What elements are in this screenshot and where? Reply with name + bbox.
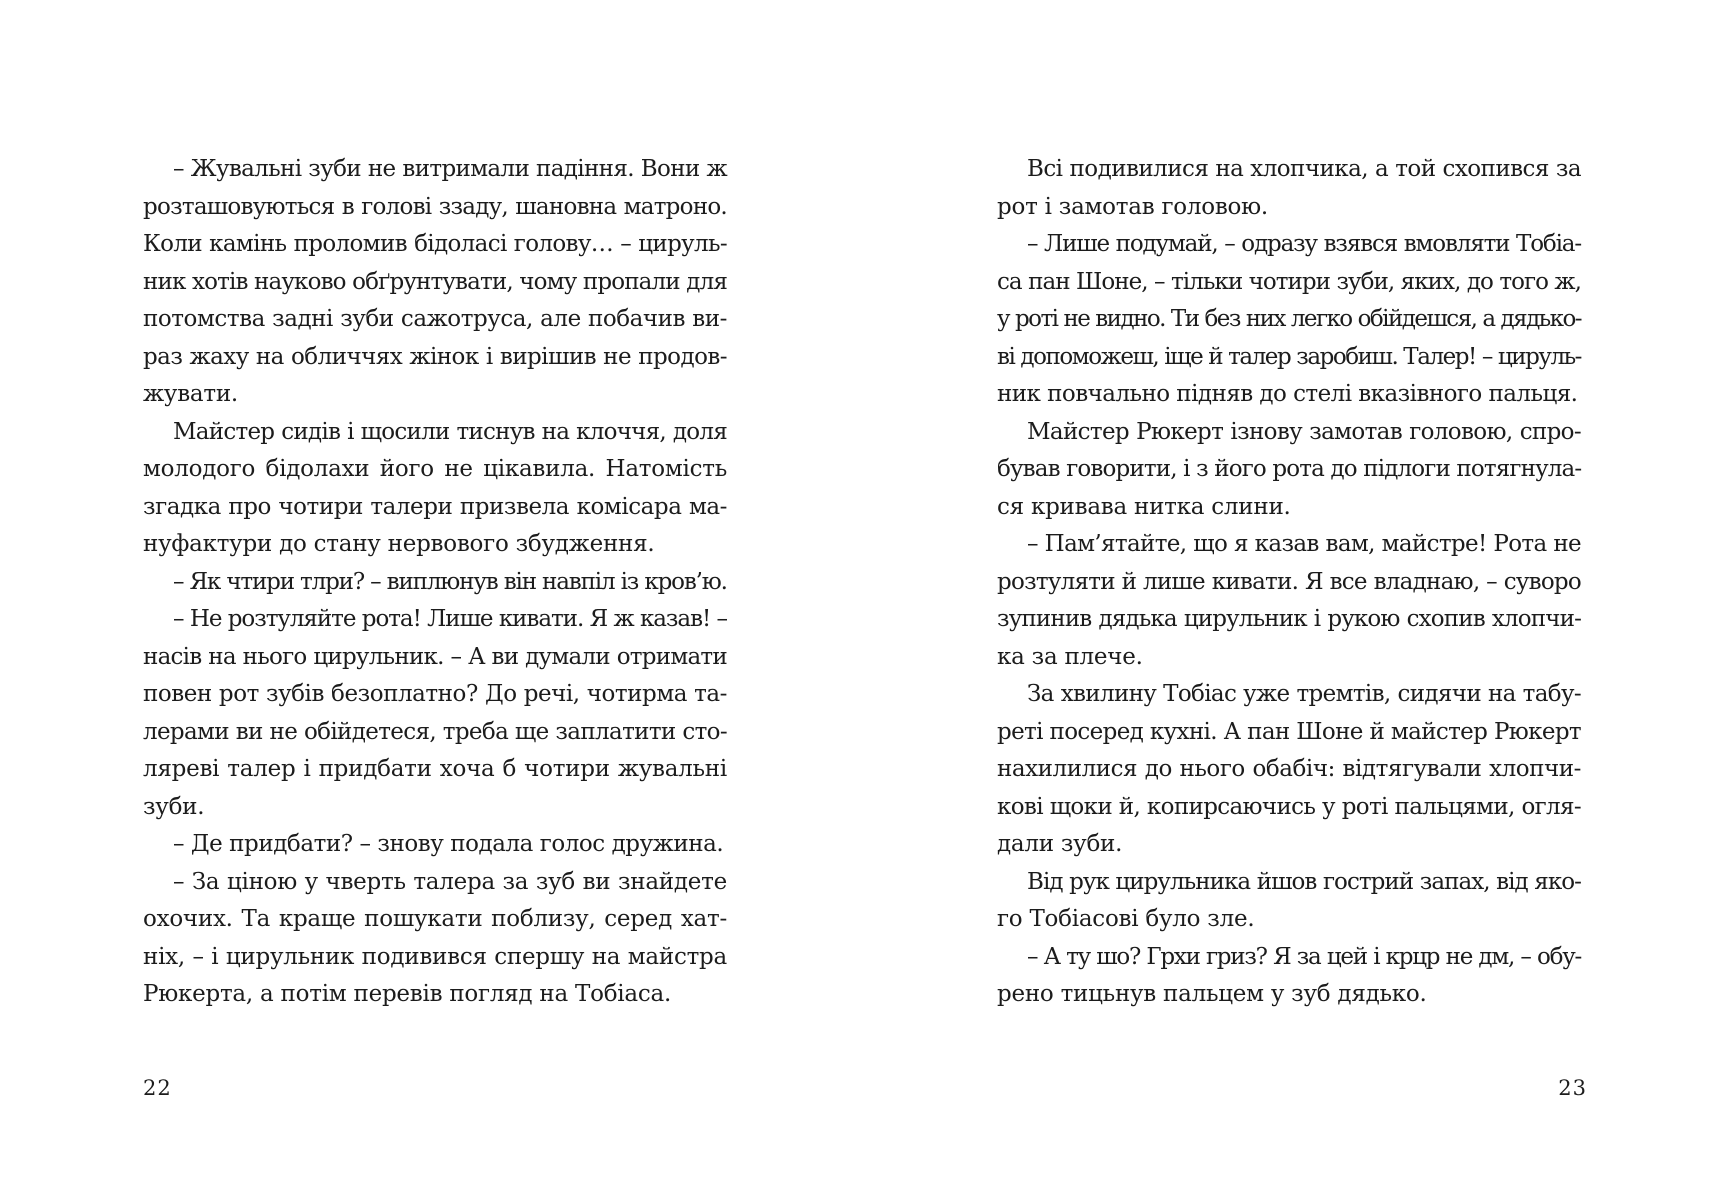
text-line: нахилилися до нього обабіч: відтягували хлопчи- (997, 756, 1581, 782)
text-line: насів на нього цирульник. – А ви думали отримати (143, 643, 727, 670)
text-line: ся кривава нитка слини. (997, 493, 1291, 520)
text-line: Коли камінь проломив бідоласі голову… – цируль- (143, 231, 727, 257)
text-line: зуби. (143, 793, 205, 820)
text-line: Від рук цирульника йшов гострий запах, від яко- (1027, 868, 1581, 895)
text-line: потомства задні зуби сажотруса, але побачив ви- (143, 306, 727, 332)
text-line: реті посеред кухні. А пан Шоне й майстер Рюкерт (997, 718, 1581, 745)
text-line: рот і замотав головою. (997, 193, 1268, 220)
text-line: – За ціною у чверть талера за зуб ви знайдете (173, 868, 727, 895)
text-line: – Лише подумай, – одразу взявся вмовляти Тобіа- (1027, 231, 1581, 257)
text-line: – Жувальні зуби не витримали падіння. Вони ж (173, 156, 727, 182)
text-line: го Тобіасові було зле. (997, 906, 1255, 932)
text-line: ник хотів науково обґрунтувати, чому пропали для (143, 268, 727, 295)
left-page-text (143, 151, 727, 1014)
text-line: жувати. (143, 381, 238, 407)
text-line: За хвилину Тобіас уже тремтів, сидячи на табу- (1027, 681, 1581, 707)
text-line: – Де придбати? – знову подала голос дружина. (173, 831, 724, 857)
text-line: дали зуби. (997, 831, 1123, 857)
text-line: ляреві талер і придбати хоча б чотири жувальні (143, 756, 727, 782)
text-line: лерами ви не обійдетеся, треба ще заплатити сто- (143, 718, 727, 745)
text-line: повен рот зубів безоплатно? До речі, чотирма та- (143, 681, 727, 707)
text-line: нуфактури до стану нервового збудження. (143, 531, 655, 557)
text-line: раз жаху на обличчях жінок і вирішив не продов- (143, 343, 727, 370)
text-line: Всі подивилися на хлопчика, а той схопився за (1027, 156, 1581, 182)
text-line: рено тицьнув пальцем у зуб дядько. (997, 981, 1427, 1007)
text-line: ві допоможеш, іще й талер заробиш. Талер! – цируль- (997, 343, 1581, 370)
page-number-left: 22 (143, 1076, 172, 1100)
text-line: у роті не видно. Ти без них легко обійдешся, а дядько- (997, 306, 1581, 332)
text-line: Рюкерта, а потім перевів погляд на Тобіаса. (143, 981, 672, 1007)
text-line: молодого бідолахи його не цікавила. Натомість (143, 456, 727, 482)
text-line: – Не розтуляйте рота! Лише кивати. Я ж казав! – (173, 606, 727, 632)
right-page-text (997, 151, 1581, 1014)
text-line: – А ту шо? Грхи гриз? Я за цей і крцр не дм, – обу- (1027, 943, 1581, 970)
text-line: охочих. Та краще пошукати поблизу, серед хат- (143, 906, 727, 932)
text-line: Майстер сидів і щосили тиснув на клоччя, доля (173, 418, 727, 445)
text-line: ка за плече. (997, 643, 1143, 670)
text-line: зупинив дядька цирульник і рукою схопив хлопчи- (997, 606, 1581, 632)
page-number-right: 23 (1558, 1076, 1587, 1100)
text-line: розташовуються в голові ззаду, шановна матроно. (143, 193, 727, 220)
text-line: згадка про чотири талери призвела комісара ма- (143, 493, 727, 520)
text-line: розтуляти й лише кивати. Я все владнаю, – суворо (997, 568, 1581, 595)
text-line: ник повчально підняв до стелі вказівного пальця. (997, 381, 1578, 407)
text-line: Майстер Рюкерт ізнову замотав головою, спро- (1027, 418, 1581, 445)
text-line: са пан Шоне, – тільки чотири зуби, яких, до того ж, (997, 268, 1581, 295)
text-line: бував говорити, і з його рота до підлоги потягнула- (997, 456, 1582, 482)
text-line: – Як чтири тлри? – виплюнув він навпіл із кров’ю. (173, 568, 727, 595)
text-line: – Пам’ятайте, що я казав вам, майстре! Рота не (1027, 531, 1581, 557)
text-line: ніх, – і цирульник подивився спершу на майстра (143, 943, 727, 970)
text-line: кові щоки й, копирсаючись у роті пальцями, огля- (997, 793, 1581, 820)
